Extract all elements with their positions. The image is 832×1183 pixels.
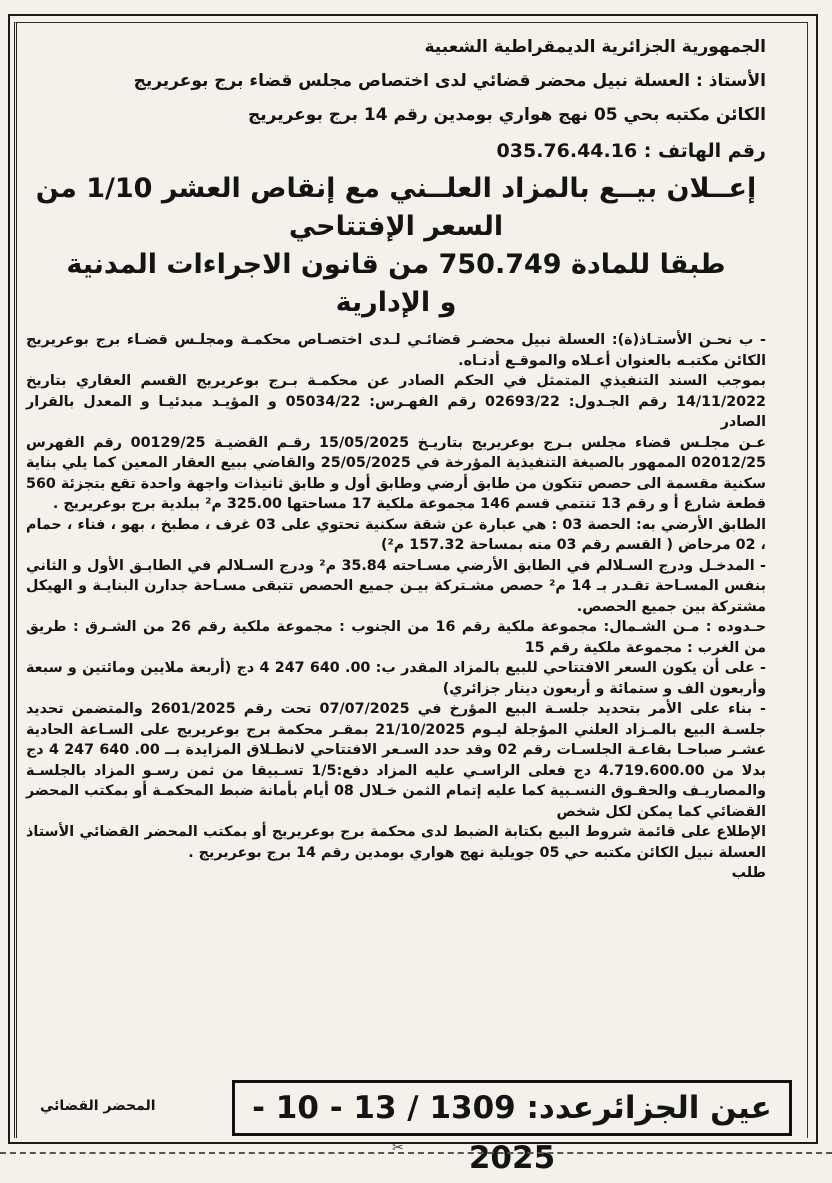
republic-heading: الجمهورية الجزائرية الديمقراطية الشعبية (424, 37, 766, 57)
title-line-1: إعــلان بيــع بالمزاد العلــني مع إنقاص العشر 1/10 من السعر الإفتتاحي (35, 173, 757, 242)
notice-title (26, 170, 766, 322)
signer-label: المحضر القضائي (40, 1098, 156, 1114)
body-paragraph: طلب (731, 865, 766, 881)
body-paragraph: - المدخـل ودرج السـلالم في الطابق الأرضي مسـاحته 35.84 م² ودرج السـلالم في الطابـق الأول و الثاني بنفس المسـاحة تقـدر بـ 14 م² حصص مشـتركة بيـن جميع الحصص تتبقى مسـاحة جدارن البنايـة و الهيكل مشتركة بين جميع الحصص. (26, 557, 766, 615)
publication-reference: عين الجزائرعدد: 1309 / 13 - 10 - 2025 (232, 1080, 792, 1136)
body-paragraph: الإطلاع على قائمة شروط البيع بكتابة الضبط لدى محكمة برج بوعريريج أو بمكتب المحضر القضائي الأستاذ العسلة نبيل الكائن مكتبه حي 05 جويلية نهج هواري بومدين رقم 14 برج بوعريريج . (26, 824, 766, 861)
body-paragraph: الطابق الأرضي به: الحصة 03 : هي عبارة عن شقة سكنية تحتوي على 03 غرف ، مطبخ ، بهو ، فناء ، حمام ، 02 مرحاض ( القسم رقم 03 منه بمساحة 157.32 م²) (26, 516, 766, 553)
address-line: الكائن مكتبه بحي 05 نهج هواري بومدين رقم 14 برج بوعريريج (248, 105, 766, 125)
notice-body (26, 330, 766, 884)
notice-content (26, 30, 766, 884)
body-paragraph: حـدوده : مـن الشـمال: مجموعة ملكية رقم 16 من الجنوب : مجموعة ملكية رقم 26 من الشـرق : طريق من الغرب : مجموعة ملكية رقم 15 (26, 619, 767, 656)
scissors-icon: ✂ (392, 1140, 404, 1156)
notice-footer (0, 1076, 832, 1176)
title-line-2: طبقا للمادة 750.749 من قانون الاجراءات المدنية (66, 249, 726, 280)
body-paragraph: بموجب السند التنفيذي المتمثل في الحكم الصادر عن محكمـة بـرج بوعريريج القسم العقاري بتاريخ 14/11/2022 رقم الجـدول: 02693/22 رقم الفهـرس: 05034/22 و المؤيـد مبدئيـا و المعدل بالقرار الصادر (26, 373, 766, 430)
bailiff-line: الأستاذ : العسلة نبيل محضر قضائي لدى اختصاص مجلس قضاء برج بوعريريج (133, 71, 766, 91)
cut-line (0, 1152, 832, 1154)
body-paragraph: - بناء على الأمر بتحديد جلسـة البيع المؤرخ في 07/07/2025 تحت رقم 2601/2025 والمتضمن تحديد جلسـة البيع بالمـزاد العلني المؤجلة ليـوم 21/10/2025 بمقـر محكمة برج بوعريريج على السـاعة الحادية عشـر صباحـا بقاعـة الجلسـات رقم 02 وقد حدد السـعر الافتتاحي لانطـلاق المزايدة بــ 00. 640 247 4 دج بدلا من 4.719.600.00 دج فعلى الراسـي عليه المزاد دفع:1/5 تسـبيقا من ثمن رسـو المزاد بالجلسـة والمصاريـف والحقـوق النسـبية كما عليه إتمام الثمن خـلال 08 أيام بأمانة ضبط المحكمـة أو بمكتب المحضر القضائي كما يمكن لكل شخص (26, 701, 767, 820)
phone-line: رقم الهاتف : 035.76.44.16 (496, 140, 766, 162)
body-paragraph: عـن مجلـس قضاء مجلس بـرج بوعريريج بتاريـخ 15/05/2025 رقـم القضيـة 00129/25 رقم الفهرس 02012/25 الممهور بالصيغة التنفيذية المؤرخة في 25/05/2025 والقاضي ببيع العقار المعين كما يلي بناية سكنية مقسمة الى حصص تتكون من طابق أرضي وطابق أول و طابق ثانيذات واجهة واحدة تقع بتجزئة 560 قطعة شارع أ و رقم 13 تنتمي قسم 146 مجموعة ملكية 17 مساحتها 325.00 م² ببلدية برج بوعريريج . (26, 434, 766, 512)
body-paragraph: - على أن يكون السعر الافتتاحي للبيع بالمزاد المقدر ب: 00. 640 247 4 دج (أربعة ملايين ومائتين و سبعة وأربعون الف و ستمائة و أربعون دينار جزائري) (26, 660, 766, 697)
body-paragraph: - ب نحـن الأستـاذ(ة): العسلة نبيل محضـر قضائـي لـدى اختصـاص محكمـة ومجلـس قضـاء برج بوعريريج الكائن مكتبـه بالعنوان أعـلاه والموقـع أدنـاه. (26, 332, 766, 369)
title-line-3: و الإدارية (335, 287, 457, 318)
